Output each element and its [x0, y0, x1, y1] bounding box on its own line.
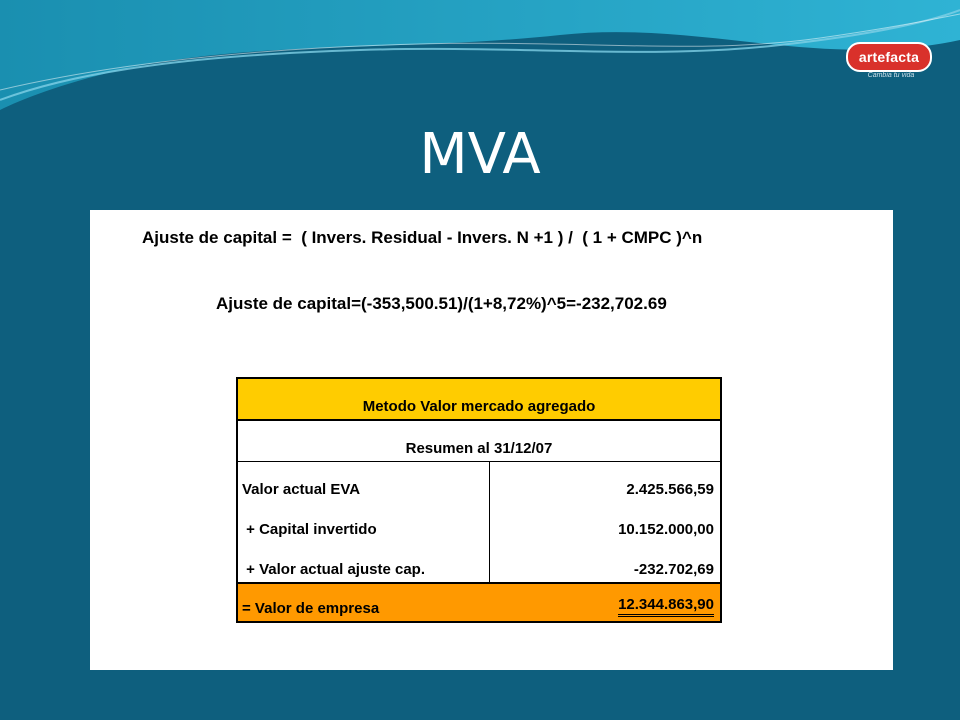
- table-row: [238, 502, 720, 542]
- table-row: [238, 462, 720, 502]
- row-label: + Valor actual ajuste cap.: [242, 561, 426, 578]
- logo-tagline: Cambia tu vida: [867, 72, 915, 79]
- artefacta-logo: [846, 38, 932, 78]
- total-label: = Valor de empresa: [242, 600, 380, 617]
- row-value: 10.152.000,00: [618, 521, 714, 538]
- row-label: Valor actual EVA: [242, 481, 361, 498]
- header-wave-decoration: [0, 0, 960, 120]
- table-header-row: [238, 379, 720, 421]
- row-value: 2.425.566,59: [626, 481, 714, 498]
- slide-title: MVA: [419, 122, 541, 187]
- table-header: Metodo Valor mercado agregado: [362, 398, 596, 415]
- logo-wordmark: artefacta: [846, 42, 932, 72]
- content-panel: [90, 210, 893, 670]
- table-total-row: [238, 582, 720, 621]
- formula-definition: Ajuste de capital = ( Invers. Residual - Invers. N +1 ) / ( 1 + CMPC )^n: [142, 228, 703, 247]
- table-subheader: Resumen al 31/12/07: [405, 440, 553, 457]
- table-subheader-row: [238, 421, 720, 462]
- formula-calculation: Ajuste de capital=(-353,500.51)/(1+8,72%)^5=-232,702.69: [216, 294, 667, 313]
- row-label: + Capital invertido: [242, 521, 377, 538]
- total-value: 12.344.863,90: [618, 596, 714, 617]
- table-row: [238, 542, 720, 582]
- row-value: -232.702,69: [633, 561, 714, 578]
- summary-table: [236, 377, 722, 623]
